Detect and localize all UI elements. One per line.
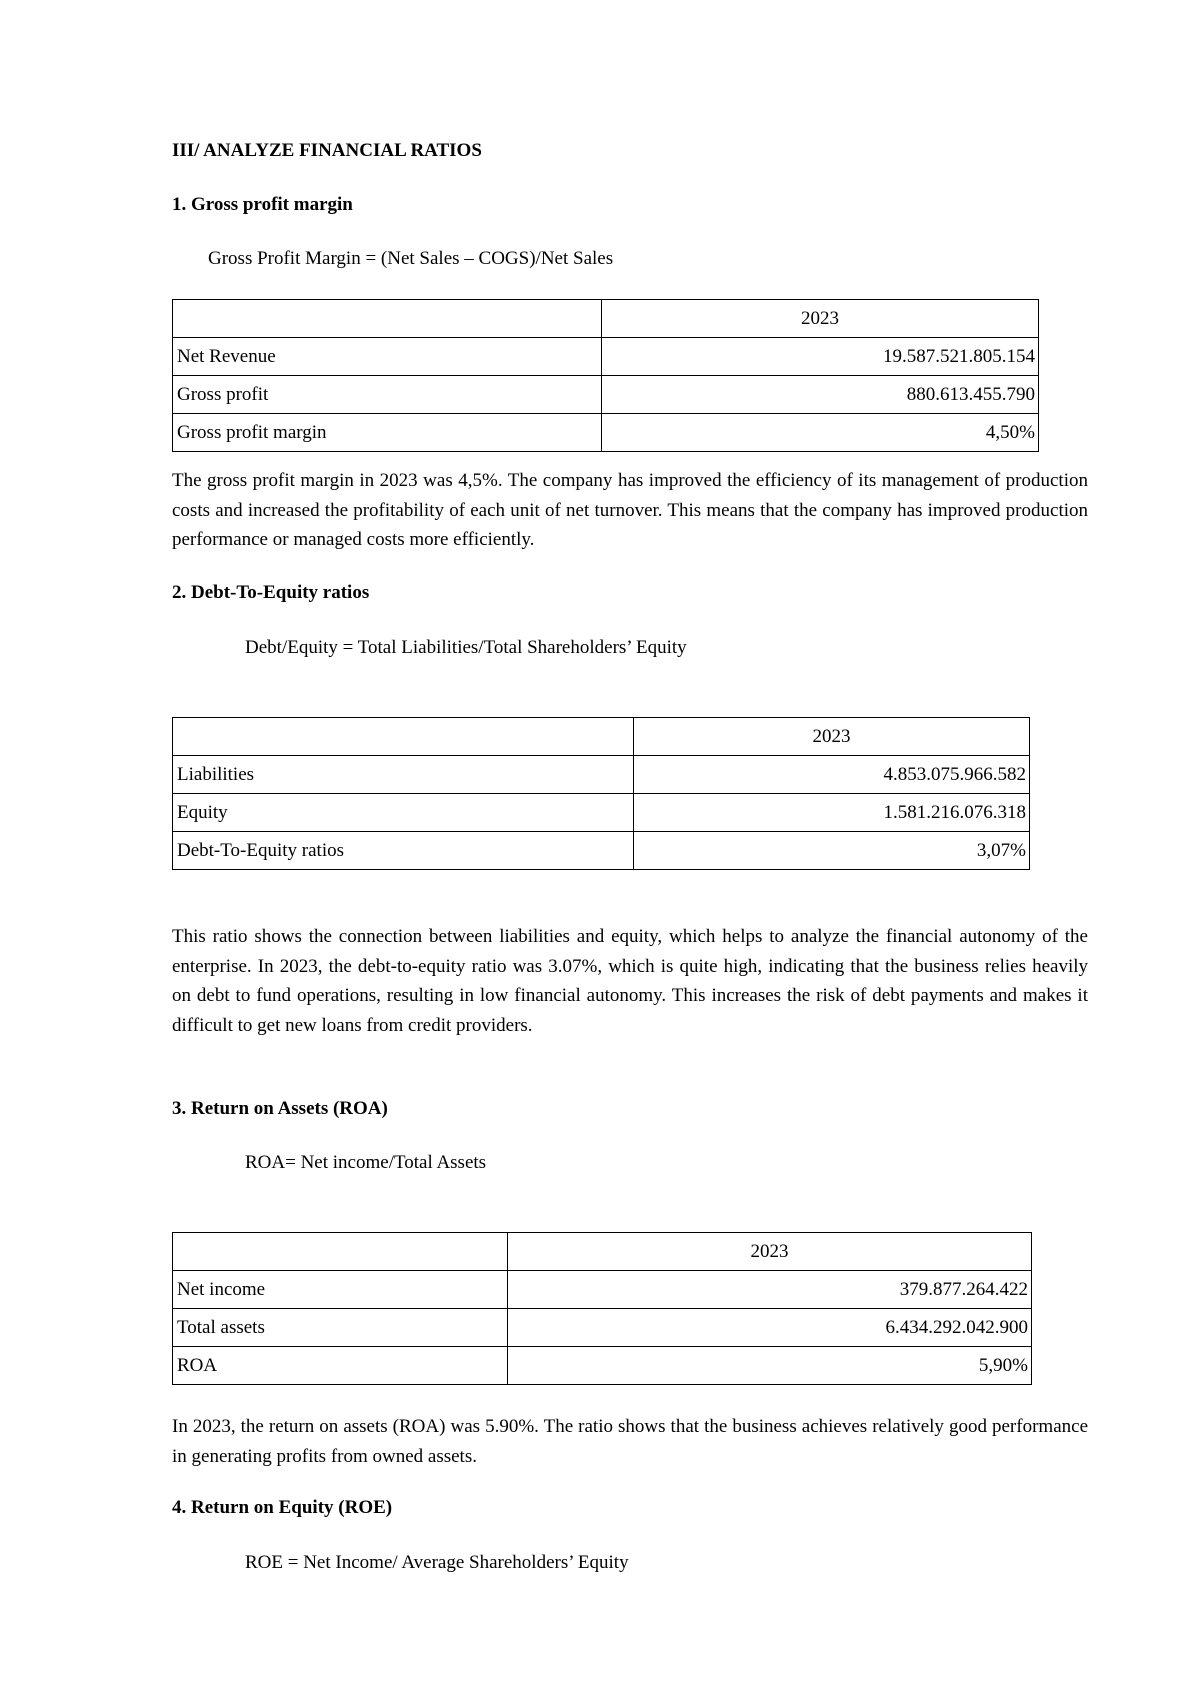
row-label: Equity [173,794,634,832]
table-row [173,794,1030,832]
table-header-row [173,1233,1032,1271]
table-header-empty-cell [173,718,634,756]
row-value: 4,50% [602,414,1039,452]
table-row [173,832,1030,870]
section-heading-roa: 3. Return on Assets (ROA) [172,1098,388,1119]
table-row [173,756,1030,794]
table-header-row [173,300,1039,338]
table-row [173,338,1039,376]
table-gross-profit-margin [172,299,1039,452]
row-value: 880.613.455.790 [602,376,1039,414]
row-value: 4.853.075.966.582 [634,756,1030,794]
table-row [173,1347,1032,1385]
paragraph-roa: In 2023, the return on assets (ROA) was 5.90%. The ratio shows that the business achieves relatively good performance in generating profits from owned assets. [172,1416,1088,1467]
section-heading-roe: 4. Return on Equity (ROE) [172,1497,393,1518]
table-row [173,376,1039,414]
table-row [173,414,1039,452]
table-header-year: 2023 [634,718,1030,756]
formula-gross-profit-margin: Gross Profit Margin = (Net Sales – COGS)/Net Sales [208,248,614,269]
table-header-empty-cell [173,300,602,338]
row-value: 19.587.521.805.154 [602,338,1039,376]
section-heading-debt-to-equity: 2. Debt-To-Equity ratios [172,582,370,603]
row-value: 1.581.216.076.318 [634,794,1030,832]
table-header-year: 2023 [602,300,1039,338]
document-title: III/ ANALYZE FINANCIAL RATIOS [172,140,482,161]
formula-roe: ROE = Net Income/ Average Shareholders’ Equity [245,1552,629,1573]
row-label: Net income [173,1271,508,1309]
row-label: ROA [173,1347,508,1385]
row-value: 5,90% [508,1347,1032,1385]
row-label: Liabilities [173,756,634,794]
formula-debt-to-equity: Debt/Equity = Total Liabilities/Total Shareholders’ Equity [245,637,687,658]
formula-roa: ROA= Net income/Total Assets [245,1152,487,1173]
table-header-row [173,718,1030,756]
table-header-empty-cell [173,1233,508,1271]
row-label: Gross profit margin [173,414,602,452]
paragraph-gross-profit-margin: The gross profit margin in 2023 was 4,5%. The company has improved the efficiency of its management of production costs and increased the profitability of each unit of net turnover. This means that the company has improved production performance or managed costs more efficiently. [172,470,1088,550]
row-label: Gross profit [173,376,602,414]
row-label: Net Revenue [173,338,602,376]
row-label: Total assets [173,1309,508,1347]
table-row [173,1271,1032,1309]
row-value: 3,07% [634,832,1030,870]
row-label: Debt-To-Equity ratios [173,832,634,870]
table-roa [172,1232,1032,1385]
table-row [173,1309,1032,1347]
row-value: 379.877.264.422 [508,1271,1032,1309]
paragraph-debt-to-equity: This ratio shows the connection between liabilities and equity, which helps to analyze the financial autonomy of the enterprise. In 2023, the debt-to-equity ratio was 3.07%, which is quite high, indicating that the business relies heavily on debt to fund operations, resulting in low financial autonomy. This increases the risk of debt payments and makes it difficult to get new loans from credit providers. [172,926,1088,1036]
table-header-year: 2023 [508,1233,1032,1271]
table-debt-to-equity [172,717,1030,870]
row-value: 6.434.292.042.900 [508,1309,1032,1347]
section-heading-gross-profit-margin: 1. Gross profit margin [172,194,353,215]
